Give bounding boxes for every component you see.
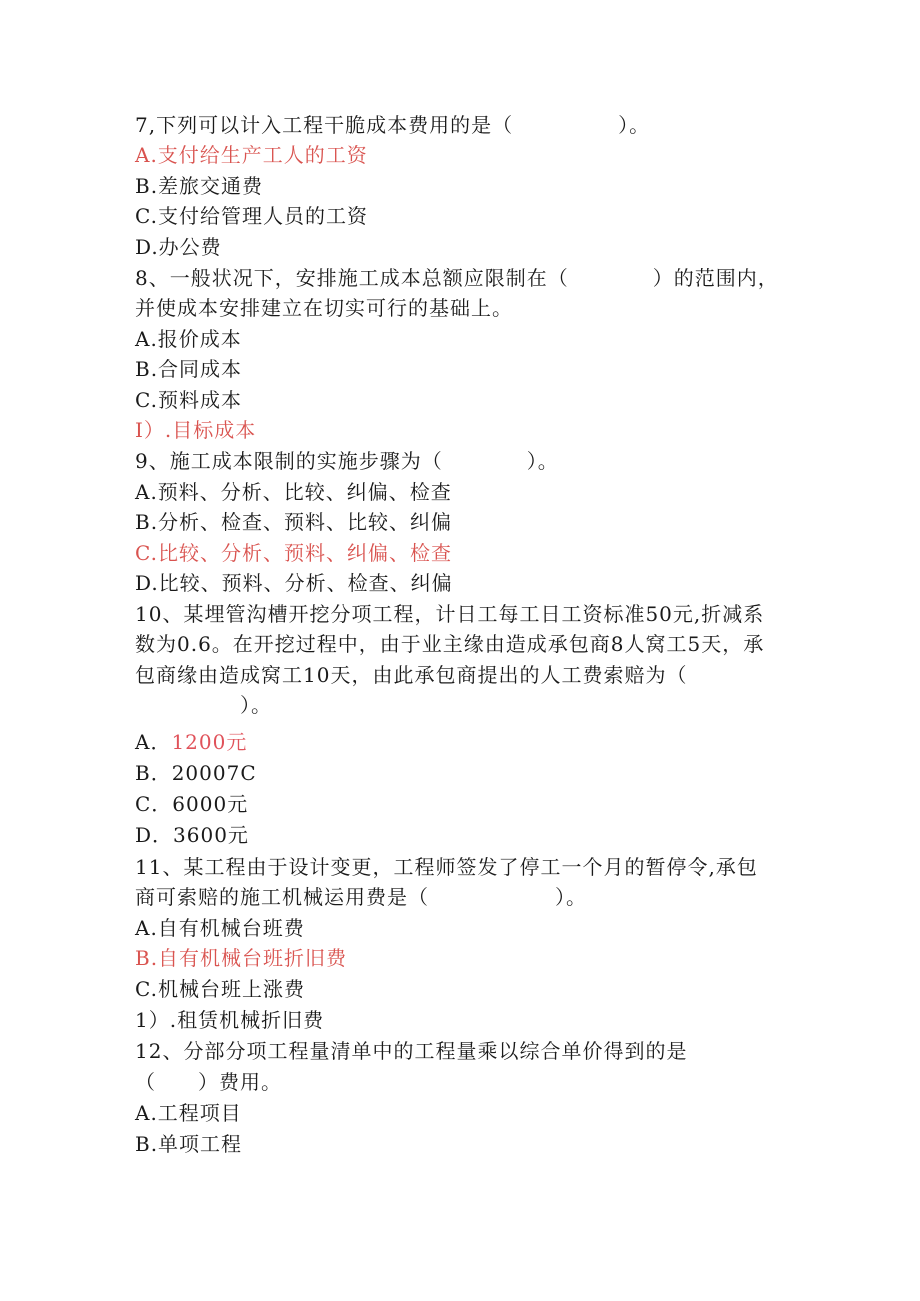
question-9-option-b: B.分析、检查、预料、比较、纠偏	[135, 510, 453, 534]
question-9-option-c: C.比较、分析、预料、纠偏、检查	[135, 541, 452, 565]
option-a-value: 1200元	[171, 730, 248, 754]
question-10-option-b: B．20007C	[135, 761, 257, 785]
question-8-line-1: 8、一般状况下，安排施工成本总额应限制在（ ）的范围内，	[135, 266, 779, 290]
question-7: 7,下列可以计入工程干脆成本费用的是（ ）。	[135, 113, 651, 137]
question-11-option-a: A.自有机械台班费	[135, 916, 305, 940]
question-7-option-b: B.差旅交通费	[135, 174, 264, 198]
question-10-option-a	[135, 728, 247, 756]
question-8-option-b: B.合同成本	[135, 357, 243, 381]
question-7-option-c: C.支付给管理人员的工资	[135, 204, 368, 228]
question-9-option-d: D.比较、预料、分析、检查、纠偏	[135, 571, 453, 595]
question-10-line-2: 数为0.6。在开挖过程中，由于业主缘由造成承包商8人窝工5天，承	[135, 632, 765, 656]
option-a-label: A．	[135, 730, 172, 754]
question-11-line-2: 商可索赔的施工机械运用费是（ ）。	[135, 885, 587, 909]
question-11-line-1: 11、某工程由于设计变更，工程师签发了停工一个月的暂停令,承包	[135, 855, 758, 879]
question-11-option-b: B.自有机械台班折旧费	[135, 946, 348, 970]
question-7-option-a: A.支付给生产工人的工资	[135, 143, 368, 167]
question-7-option-d: D.办公费	[135, 235, 222, 259]
question-8-line-2: 并使成本安排建立在切实可行的基础上。	[135, 296, 513, 320]
question-12-option-b: B.单项工程	[135, 1132, 243, 1156]
question-11-option-d: 1）.租赁机械折旧费	[135, 1008, 325, 1032]
question-8-option-a: A.报价成本	[135, 327, 242, 351]
question-12-line-2: （ ）费用。	[135, 1070, 282, 1094]
question-10-line-1: 10、某埋管沟槽开挖分项工程，计日工每工日工资标准50元,折减系	[135, 602, 765, 626]
question-10-line-4: ）。	[135, 693, 272, 717]
question-10-line-3: 包商缘由造成窝工10天，由此承包商提出的人工费索赔为（	[135, 663, 688, 687]
question-10-option-d: D．3600元	[135, 823, 249, 847]
question-12-option-a: A.工程项目	[135, 1101, 242, 1125]
question-8-option-d: I）.目标成本	[135, 418, 257, 442]
question-8-option-c: C.预料成本	[135, 388, 242, 412]
question-9-option-a: A.预料、分析、比较、纠偏、检查	[135, 480, 452, 504]
question-10-option-c: C．6000元	[135, 792, 249, 816]
question-12-line-1: 12、分部分项工程量清单中的工程量乘以综合单价得到的是	[135, 1039, 688, 1063]
question-9: 9、施工成本限制的实施步骤为（ ）。	[135, 449, 559, 473]
question-11-option-c: C.机械台班上涨费	[135, 977, 305, 1001]
